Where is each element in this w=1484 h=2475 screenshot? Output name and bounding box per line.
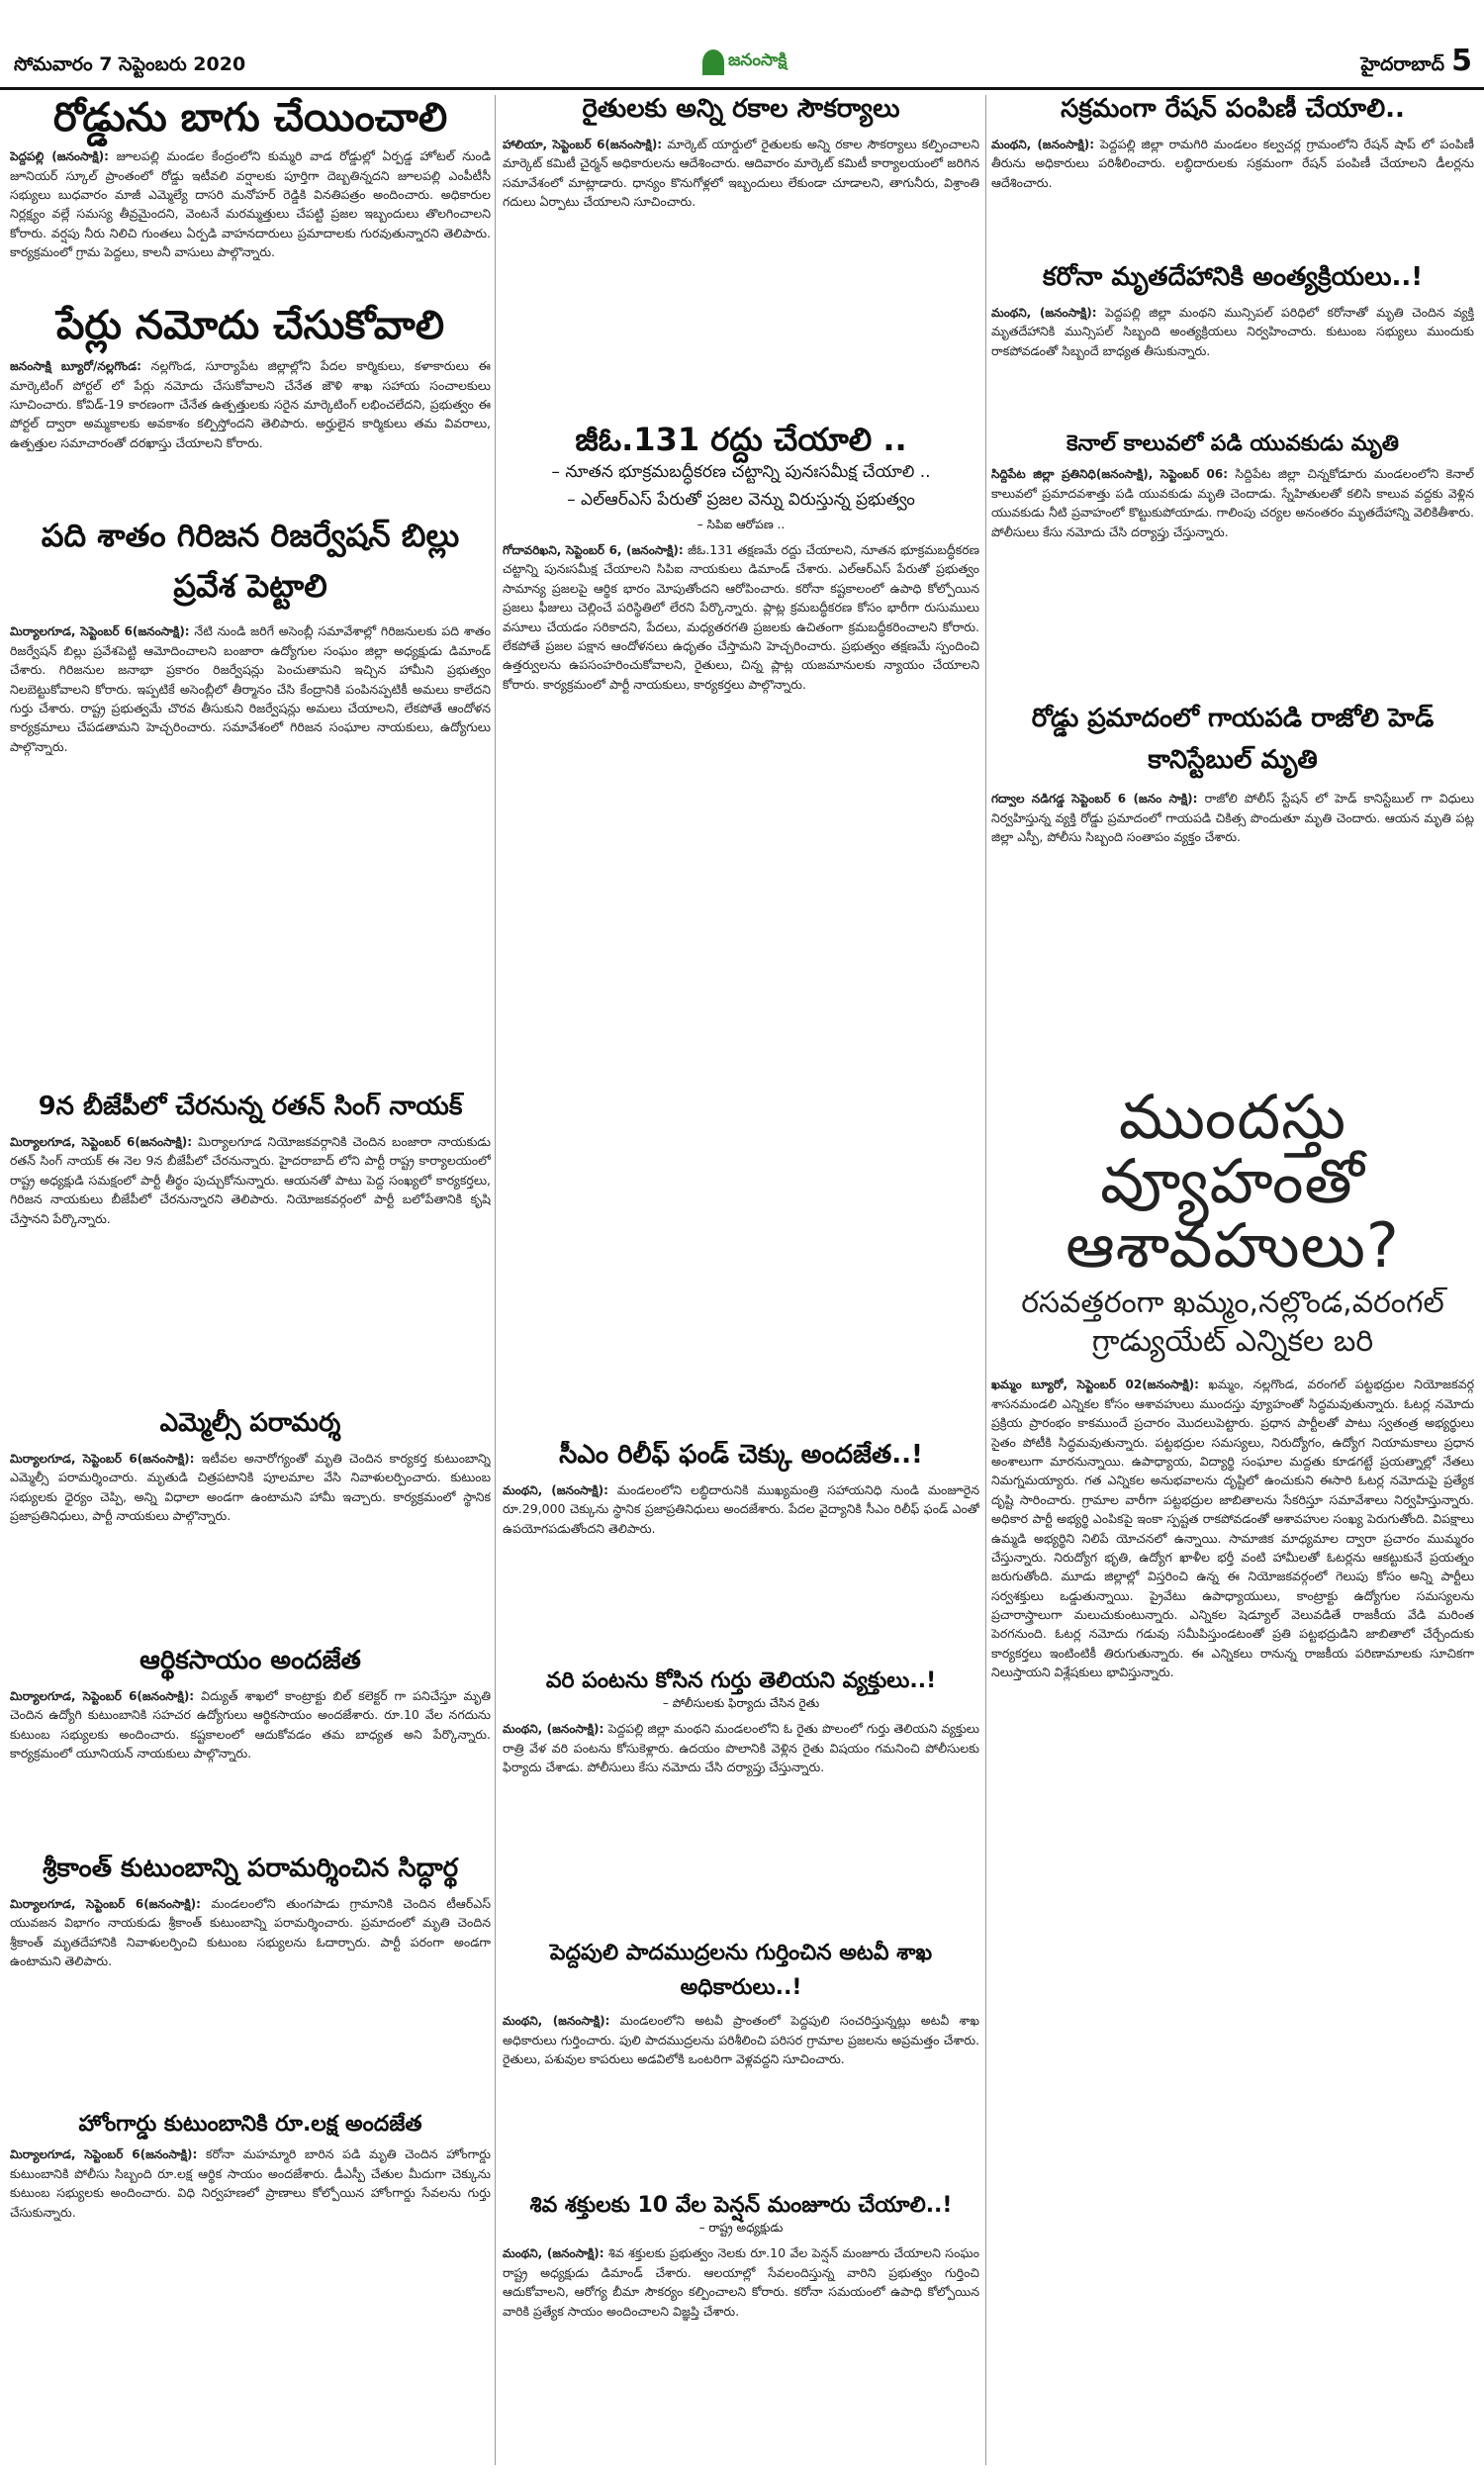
article-byline: – పోలీసులకు ఫిర్యాదు చేసిన రైతు <box>662 1696 820 1711</box>
feature-headline: ముందస్తు వ్యూహంతో ఆశావహులు? <box>1066 1085 1400 1283</box>
article <box>991 699 1474 1075</box>
article-body: మిర్యాలగూడ, సెప్టెంబర్ 6(జనంసాక్షి): మండలంలోని తుంగపాడు గ్రామానికి చెందిన టీఆర్ఎస్ యువజన విభాగం నాయకుడు శ్రీకాంత్ కుటుంబాన్ని పరామర్శించారు. ప్రమాదంలో మృతి చెందిన శ్రీకాంత్ మృతదేహానికి నివాళులర్పించి కుటుంబ సభ్యులను ఓదార్చారు. పార్టీ పరంగా అండగా ఉంటామని తెలిపారు. <box>10 1895 491 1969</box>
article <box>10 1647 491 1845</box>
logo-text: జనంసాక్షి <box>728 50 788 70</box>
article-headline: రోడ్డు ప్రమాదంలో గాయపడి రాజోలి హెడ్ కానిస్టేబుల్ మృతి <box>1031 704 1435 775</box>
page-number: 5 <box>1451 44 1472 78</box>
article-headline: పది శాతం గిరిజన రిజర్వేషన్ బిల్లు ప్రవేశ పెట్టాలి <box>41 517 460 606</box>
article-subheading: – ఎల్ఆర్ఎస్ పేరుతో ప్రజల వెన్ను విరుస్తున్న ప్రభుత్వం <box>567 489 915 510</box>
masthead <box>0 0 1484 91</box>
article <box>991 263 1474 422</box>
article <box>10 95 491 293</box>
article-body: మిర్యాలగూడ, సెప్టెంబర్ 6(జనంసాక్షి): విద్యుత్ శాఖలో కాంట్రాక్టు బిల్ కలెక్టర్ గా పనిచేస్తూ మృతి చెందిన ఉద్యోగి కుటుంబానికి సహచర ఉద్యోగులు ఆర్థికసాయం అందజేశారు. రూ.10 వేల నగదును కుటుంబ సభ్యులకు అందించారు. కష్టకాలంలో ఆదుకోవడం తమ బాధ్యత అని పేర్కొన్నారు. కార్యక్రమంలో యూనియన్ నాయకులు పాల్గొన్నారు. <box>10 1687 491 1761</box>
article-body: మంథని, (జనంసాక్షి): మండలంలోని లబ్ధిదారునికి ముఖ్యమంత్రి సహాయనిధి నుండి మంజూరైన రూ.29,000 చెక్కును స్థానిక ప్రజాప్రతినిధులు అందజేశారు. పేదల వైద్యానికి సీఎం రిలీఫ్ ఫండ్ ఎంతో ఉపయోగపడుతోందని తెలిపారు. <box>503 1481 979 1536</box>
article-headline: జీఓ.131 రద్దు చేయాలి .. <box>575 422 907 458</box>
article-headline: శివ శక్తులకు 10 వేల పెన్షన్ మంజూరు చేయాలి..! <box>529 2193 953 2218</box>
article <box>10 1409 491 1637</box>
article <box>10 1855 491 2102</box>
article-headline: హోంగార్డు కుటుంబానికి రూ.లక్ష అందజేత <box>78 2112 422 2137</box>
article-body: సిద్దిపేట జిల్లా ప్రతినిధి(జనంసాక్షి), సెప్టెంబర్ 06: సిద్దిపేట జిల్లా చిన్నకోడూరు మండలంలోని కెనాల్ కాలువలో ప్రమాదవశాత్తు పడి యువకుడు మృతి చెందాడు. స్నేహితులతో కలిసి కాలువ వద్దకు వెళ్లిన యువకుడు నీటి ప్రవాహంలో కొట్టుకుపోయాడు. గాలింపు చర్యల అనంతరం మృతదేహాన్ని వెలికితీశారు. పోలీసులు కేసు నమోదు చేసి దర్యాప్తు చేస్తున్నారు. <box>991 466 1474 539</box>
article-headline: పెద్దపులి పాదముద్రలను గుర్తించిన అటవీ శాఖ అధికారులు..! <box>549 1941 933 2001</box>
article-headline: శ్రీకాంత్ కుటుంబాన్ని పరామర్శించిన సిద్ధార్థ <box>42 1855 459 1883</box>
article-headline: పేర్లు నమోదు చేసుకోవాలి <box>55 303 445 348</box>
article <box>503 2193 979 2463</box>
article <box>503 1668 979 1926</box>
column-divider <box>985 95 986 2465</box>
article-headline: ఎమ్మెల్సీ పరామర్శ <box>159 1409 341 1438</box>
logo-leaf-icon <box>702 49 724 75</box>
article-body: మంథని, (జనంసాక్షి): మండలంలోని అటవీ ప్రాంతంలో పెద్దపులి సంచరిస్తున్నట్లు అటవీ శాఖ అధికారులు గుర్తించారు. పులి పాదముద్రలను పరిశీలించి పరిసర గ్రామాల ప్రజలను అప్రమత్తం చేశారు. రైతులు, పశువుల కాపరులు అడవిలోకి ఒంటరిగా వెళ్లవద్దని సూచించారు. <box>503 2013 979 2067</box>
feature-subheading: రసవత్తరంగా ఖమ్మం,నల్లొండ,వరంగల్ గ్రాడ్యుయేట్ ఎన్నికల బరి <box>1021 1285 1444 1360</box>
edition-city: హైదరాబాద్ <box>1360 53 1444 75</box>
article-headline: వరి పంటను కోసిన గుర్తు తెలియని వ్యక్తులు..! <box>545 1668 937 1693</box>
article-headline: సక్రమంగా రేషన్ పంపిణీ చేయాలి.. <box>1061 95 1405 124</box>
article <box>991 95 1474 253</box>
article-body: మిర్యాలగూడ, సెప్టెంబర్ 6(జనంసాక్షి): కరోనా మహమ్మారి బారిన పడి మృతి చెందిన హోంగార్డు కుటుంబానికి పోలీసు సిబ్బంది రూ.లక్ష ఆర్థిక సాయం అందజేశారు. డీఎస్పీ చేతుల మీదుగా చెక్కును కుటుంబ సభ్యులకు అందించారు. విధి నిర్వహణలో ప్రాణాలు కోల్పోయిన హోంగార్డు సేవలను గుర్తు చేసుకున్నారు. <box>10 2146 491 2220</box>
article <box>503 1441 979 1659</box>
article-headline: ఆర్థికసాయం అందజేత <box>139 1647 361 1675</box>
article-body: మంథని, (జనంసాక్షి): శివ శక్తులకు ప్రభుత్వం నెలకు రూ.10 వేల పెన్షన్ మంజూరు చేయాలని సంఘం రాష్ట్ర అధ్యక్షుడు డిమాండ్ చేశారు. ఆలయాల్లో సేవలందిస్తున్న వారిని ప్రభుత్వం గుర్తించి ఆదుకోవాలని, ఆరోగ్య బీమా సౌకర్యం కల్పించాలని కోరారు. కరోనా సమయంలో ఉపాధి కోల్పోయిన వారికి ప్రత్యేక సాయం అందించాలని విజ్ఞప్తి చేశారు. <box>503 2245 979 2319</box>
article-body: మంథని, (జనంసాక్షి): పెద్దపల్లి జిల్లా మంథని మున్సిపల్ పరిధిలో కరోనాతో మృతి చెందిన వ్యక్తి మృతదేహానికి మున్సిపల్ సిబ్బంది అంత్యక్రియలు నిర్వహించారు. కుటుంబ సభ్యులు ముందుకు రాకపోవడంతో సిబ్బందే బాధ్యత తీసుకున్నారు. <box>991 304 1474 358</box>
article-body: మంథని, (జనంసాక్షి): పెద్దపల్లి జిల్లా మంథని మండలంలోని ఓ రైతు పొలంలో గుర్తు తెలియని వ్యక్తులు రాత్రి వేళ వరి పంటను కోసుకెళ్లారు. ఉదయం పొలానికి వెళ్లిన రైతు విషయం గమనించి పోలీసులకు ఫిర్యాదు చేశాడు. పోలీసులు కేసు నమోదు చేసి దర్యాప్తు చేస్తున్నారు. <box>503 1721 979 1775</box>
article-body: హాలియా, సెప్టెంబర్ 6(జనంసాక్షి): మార్కెట్ యార్డులో రైతులకు అన్ని రకాల సౌకర్యాలు కల్పించాలని మార్కెట్ కమిటీ చైర్మన్ అధికారులను ఆదేశించారు. ఆదివారం మార్కెట్ కమిటీ కార్యాలయంలో జరిగిన సమావేశంలో మాట్లాడారు. ధాన్యం కొనుగోళ్లలో ఇబ్బందులు లేకుండా చూడాలని, తాగునీరు, విశ్రాంతి గదులు ఏర్పాటు చేయాలని సూచించారు. <box>503 136 979 210</box>
article-body: మిర్యాలగూడ, సెప్టెంబర్ 6(జనంసాక్షి): మిర్యాలగూడ నియోజకవర్గానికి చెందిన బంజారా నాయకుడు రతన్ సింగ్ నాయక్ ఈ నెల 9న బీజేపీలో చేరనున్నారు. హైదరాబాద్ లోని పార్టీ రాష్ట్ర కార్యాలయంలో రాష్ట్ర అధ్యక్షుడి సమక్షంలో పార్టీ తీర్థం పుచ్చుకోనున్నారు. ఆయనతో పాటు పెద్ద సంఖ్యలో కార్యకర్తలు, గిరిజన నాయకులు బీజేపీలో చేరనున్నారని తెలిపారు. నియోజకవర్గంలో పార్టీ బలోపేతానికి కృషి చేస్తానని పేర్కొన్నారు. <box>10 1133 491 1226</box>
article <box>991 431 1474 689</box>
article <box>10 1093 491 1399</box>
article-body: మంథని, (జనంసాక్షి): పెద్దపల్లి జిల్లా రామగిరి మండలం కల్వచర్ల గ్రామంలోని రేషన్ షాప్ లో పంపిణీ తీరును అధికారులు పరిశీలించారు. లబ్ధిదారులకు సక్రమంగా రేషన్ పంపిణీ చేయాలని డీలర్లను ఆదేశించారు. <box>991 136 1474 190</box>
issue-date: సోమవారం 7 సెప్టెంబరు 2020 <box>14 53 246 75</box>
article <box>503 95 979 412</box>
article <box>503 422 979 1431</box>
article-body: మిర్యాలగూడ, సెప్టెంబర్ 6(జనంసాక్షి): నేటి నుండి జరిగే అసెంబ్లీ సమావేశాల్లో గిరిజనులకు పది శాతం రిజర్వేషన్ బిల్లు ప్రవేశపెట్టి ఆమోదించాలని బంజారా ఉద్యోగుల సంఘం జిల్లా అధ్యక్షుడు డిమాండ్ చేశారు. గిరిజనుల జనాభా ప్రకారం రిజర్వేషన్లు పెంచుతామని ఇచ్చిన హామీని ప్రభుత్వం నిలబెట్టుకోవాలని కోరారు. ఇప్పటికే అసెంబ్లీలో తీర్మానం చేసి కేంద్రానికి పంపినప్పటికీ అమలు కాలేదని గుర్తు చేశారు. రాష్ట్ర ప్రభుత్వమే చొరవ తీసుకుని రిజర్వేషన్లు అమలు చేయాలని, లేకపోతే ఆందోళన కార్యక్రమాలు చేపడతామని హెచ్చరించారు. సమావేశంలో గిరిజన సంఘాల నాయకులు, ఉద్యోగులు పాల్గొన్నారు. <box>10 623 491 754</box>
article-body: పెద్దపల్లి (జనంసాక్షి): జూలపల్లి మండల కేంద్రంలోని కుమ్మరి వాడ రోడ్డుల్లో ఏర్పడ్డ హోటల్ నుండి జూనియర్ స్కూల్ ప్రాంతంలో రోడ్డు ఇటీవలి వర్షాలకు పూర్తిగా దెబ్బతిన్నదని జూలపల్లి ఎంపీటీసీ సభ్యులు బుధవారం మాజీ ఎమ్మెల్యే దాసరి మనోహర్ రెడ్డికి వినతిపత్రం అందించారు. అధికారుల నిర్లక్ష్యం వల్లే సమస్య తీవ్రమైందని, వెంటనే మరమ్మత్తులు చేపట్టి ప్రజల ఇబ్బందులు తొలగించాలని కోరారు. వర్షపు నీరు నిలిచి గుంతలు ఏర్పడి వాహనదారులు ప్రమాదాలకు గురవుతున్నారని తెలిపారు. కార్యక్రమంలో గ్రామ పెద్దలు, కాలనీ వాసులు పాల్గొన్నారు. <box>10 148 491 260</box>
article <box>10 303 491 501</box>
article-body: గోదావరిఖని, సెప్టెంబర్ 6, (జనంసాక్షి): జీఓ.131 తక్షణమే రద్దు చేయాలని, నూతన భూక్రమబద్ధీకరణ చట్టాన్ని పునఃసమీక్ష చేయాలని సిపిఐ నాయకులు డిమాండ్ చేశారు. ఎల్ఆర్ఎస్ పేరుతో ప్రభుత్వం సామాన్య ప్రజలపై ఆర్థిక భారం మోపుతోందని ఆరోపించారు. కరోనా కష్టకాలంలో ఉపాధి కోల్పోయిన ప్రజలు ఫీజులు చెల్లించే పరిస్థితిలో లేరని పేర్కొన్నారు. ప్లాట్ల క్రమబద్ధీకరణ కోసం భారీగా రుసుములు వసూలు చేయడం సరికాదని, పేదలు, మధ్యతరగతి ప్రజలకు ఉచితంగా క్రమబద్ధీకరించాలని కోరారు. లేకపోతే ప్రజల పక్షాన ఆందోళనలు ఉధృతం చేస్తామని హెచ్చరించారు. ప్రభుత్వం తక్షణమే స్పందించి ఉత్తర్వులను ఉపసంహరించుకోవాలని, రైతులు, చిన్న ప్లాట్ల యజమానులకు న్యాయం చేయాలని కోరారు. కార్యక్రమంలో పార్టీ నాయకులు, కార్యకర్తలు పాల్గొన్నారు. <box>503 541 979 692</box>
article-body: గద్వాల నడిగడ్డ సెప్టెంబర్ 6 (జనం సాక్షి): రాజోలి పోలీస్ స్టేషన్ లో హెడ్ కానిస్టేబుల్ గా విధులు నిర్వహిస్తున్న వ్యక్తి రోడ్డు ప్రమాదంలో గాయపడి చికిత్స పొందుతూ మృతి చెందారు. ఆయన మృతి పట్ల జిల్లా ఎస్పీ, పోలీసు సిబ్బంది సంతాపం వ్యక్తం చేశారు. <box>991 791 1474 845</box>
newspaper-logo <box>702 44 811 81</box>
article <box>10 2112 491 2463</box>
article-headline: కరోనా మృతదేహానికి అంత్యక్రియలు..! <box>1042 263 1424 292</box>
article-headline: రైతులకు అన్ని రకాల సౌకర్యాలు <box>582 95 900 124</box>
article-body: జనంసాక్షి బ్యూరో/నల్లగొండ: నల్లగొండ, సూర్యాపేట జిల్లాల్లోని పేదల కార్మికులు, కళాకారులు ఈ మార్కెటింగ్ పోర్టల్ లో పేర్లు నమోదు చేసుకోవాలని చేనేత జౌళి శాఖ సహాయ సంచాలకులు సూచించారు. కోవిడ్-19 కారణంగా చేనేత ఉత్పత్తులకు సరైన మార్కెటింగ్ లభించలేదని, ప్రభుత్వం ఈ పోర్టల్ ద్వారా అమ్మకాలకు అవకాశం కల్పిస్తోందని తెలిపారు. అర్హులైన కార్మికులు తమ వివరాలు, ఉత్పత్తుల సమాచారంతో దరఖాస్తు చేయాలని కోరారు. <box>10 358 491 450</box>
article-byline: – సిపిఐ ఆరోపణ .. <box>696 517 786 531</box>
article-body: ఖమ్మం బ్యూరో, సెప్టెంబర్ 02(జనంసాక్షి): ఖమ్మం, నల్లగొండ, వరంగల్ పట్టభద్రుల నియోజకవర్గ శాసనమండలి ఎన్నికల కోసం ఆశావహులు ముందస్తు వ్యూహంతో సిద్ధమవుతున్నారు. ఓటర్ల నమోదు ప్రక్రియ ప్రారంభం కాకముందే ప్రచారం మొదలుపెట్టారు. ప్రధాన పార్టీలతో పాటు స్వతంత్ర అభ్యర్థులు సైతం పోటీకి సిద్ధమవుతున్నారు. పట్టభద్రుల సమస్యలు, నిరుద్యోగం, ఉద్యోగ నియామకాలు ప్రధాన అంశాలుగా మారనున్నాయి. ఉపాధ్యాయ, విద్యార్థి సంఘాల మద్దతు కూడగట్టే ప్రయత్నాల్లో నేతలు నిమగ్నమయ్యారు. గత ఎన్నికల అనుభవాలను దృష్టిలో ఉంచుకుని ఈసారి ఓటర్ల నమోదుపై ప్రత్యేక దృష్టి సారించారు. గ్రామాల వారీగా పట్టభద్రుల జాబితాలను సేకరిస్తూ సమావేశాలు నిర్వహిస్తున్నారు. అధికార పార్టీ అభ్యర్థి ఎంపికపై ఇంకా స్పష్టత రాకపోవడంతో ఆశావహుల సంఖ్య పెరుగుతోంది. విపక్షాలు ఉమ్మడి అభ్యర్థిని నిలిపే యోచనలో ఉన్నాయి. సామాజిక మాధ్యమాల ద్వారా ప్రచారం ముమ్మరం చేస్తున్నారు. నిరుద్యోగ భృతి, ఉద్యోగ ఖాళీల భర్తీ వంటి హామీలతో ఓటర్లను ఆకట్టుకునే ప్రయత్నం జరుగుతోంది. మూడు జిల్లాల్లో విస్తరించి ఉన్న ఈ నియోజకవర్గంలో గెలుపు కోసం అన్ని పార్టీలు సర్వశక్తులు ఒడ్డుతున్నాయి. ప్రైవేటు ఉపాధ్యాయులు, కాంట్రాక్టు ఉద్యోగుల సమస్యలను ప్రచారాస్త్రాలుగా మలుచుకుంటున్నారు. ఎన్నికల షెడ్యూల్ వెలువడితే రాజకీయ వేడి మరింత పెరగనుంది. ఓటర్ల నమోదు గడువు సమీపిస్తుండటంతో ప్రతి పట్టభద్రుడిని జాబితాలో చేర్చేందుకు కార్యకర్తలు ఇంటింటికీ తిరుగుతున్నారు. ఈ ఎన్నికలు రానున్న రాజకీయ పరిణామాలకు సూచికగా నిలుస్తాయని విశ్లేషకులు భావిస్తున్నారు. <box>991 1377 1474 1680</box>
masthead-rule <box>0 87 1484 90</box>
article-headline: సీఎం రిలీఫ్ ఫండ్ చెక్కు అందజేత..! <box>559 1441 923 1470</box>
article-byline: – రాష్ట్ర అధ్యక్షుడు <box>698 2221 784 2236</box>
article <box>503 1936 979 2183</box>
article-headline: కెనాల్ కాలువలో పడి యువకుడు మృతి <box>1066 431 1400 456</box>
article <box>10 511 491 1085</box>
article-headline: రోడ్డును బాగు చేయించాలి <box>52 95 448 141</box>
article-body: మిర్యాలగూడ, సెప్టెంబర్ 6(జనంసాక్షి): ఇటీవల అనారోగ్యంతో మృతి చెందిన కార్యకర్త కుటుంబాన్ని ఎమ్మెల్సీ పరామర్శించారు. మృతుడి చిత్రపటానికి పూలమాల వేసి నివాళులర్పించారు. కుటుంబ సభ్యులకు ధైర్యం చెప్పి, అన్ని విధాలా అండగా ఉంటామని హామీ ఇచ్చారు. కార్యక్రమంలో స్థానిక ప్రజాప్రతినిధులు, పార్టీ నాయకులు పాల్గొన్నారు. <box>10 1450 491 1524</box>
article-headline: 9న బీజేపీలో చేరనున్న రతన్ సింగ్ నాయక్ <box>38 1093 463 1121</box>
column-divider <box>495 95 496 2465</box>
feature-article <box>991 1085 1474 2463</box>
article-subheading: – నూతన భూక్రమబద్ధీకరణ చట్టాన్ని పునఃసమీక్ష చేయాలి .. <box>551 461 931 482</box>
